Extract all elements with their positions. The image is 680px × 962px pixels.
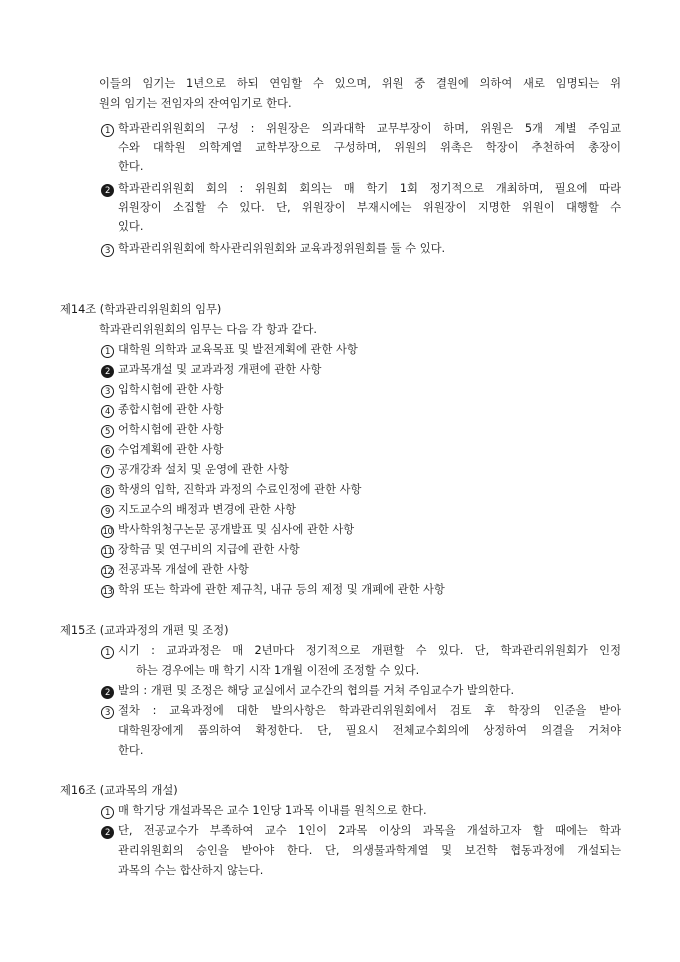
article-14-item-9: 지도교수의 배정과 변경에 관한 사항 [118, 503, 297, 516]
article-16-item-1-line-1: 매 학기당 개설과목은 교수 1인당 1과목 이내를 원칙으로 한다. [118, 804, 427, 817]
article-15-item-3-line-2: 대학원장에게 품의하여 확정한다. 단, 필요시 전체교수회의에 상정하여 의결을 거쳐야 [118, 724, 621, 737]
article-15-item-3-line-1: 절차 : 교육과정에 대한 발의사항은 학과관리위원회에서 검토 후 학장의 인준을 받아 [118, 704, 621, 717]
article-15-item-1-line-2: 하는 경우에는 매 학기 시작 1개월 이전에 조정할 수 있다. [136, 664, 420, 677]
article-15-item-2-line-1: 발의 : 개편 및 조정은 해당 교실에서 교수간의 협의를 거쳐 주임교수가 발의한다. [118, 684, 515, 697]
article-16-item-2-line-1: 단, 전공교수가 부족하여 교수 1인이 2과목 이상의 과목을 개설하고자 할 때에는 학과 [118, 824, 621, 837]
item-marker: 3 [101, 385, 114, 398]
article-16-item-2-line-2: 관리위원회의 승인을 받아야 한다. 단, 의생물과학계열 및 보건학 협동과정에 개설되는 [118, 844, 621, 857]
item-marker: 2 [101, 365, 114, 378]
article-14-item-12: 전공과목 개설에 관한 사항 [118, 563, 249, 576]
article-14-item-13: 학위 또는 학과에 관한 제규칙, 내규 등의 제정 및 개폐에 관한 사항 [118, 583, 445, 596]
article-14-item-5: 어학시험에 관한 사항 [118, 423, 224, 436]
article-14-item-2: 교과목개설 및 교과과정 개편에 관한 사항 [118, 363, 322, 376]
article-14-item-3: 입학시험에 관한 사항 [118, 383, 224, 396]
item-marker: 2 [101, 184, 114, 197]
item-marker: 2 [101, 826, 114, 839]
item-marker: 1 [101, 124, 114, 137]
article-14-heading: 제14조 (학과관리위원회의 임무) [60, 303, 222, 316]
article-14-item-11: 장학금 및 연구비의 지급에 관한 사항 [118, 543, 300, 556]
item-marker: 4 [101, 405, 114, 418]
committee-item-2-line-3: 있다. [118, 220, 144, 233]
article-15-item-3-line-3: 한다. [118, 744, 144, 757]
item-marker: 3 [101, 244, 114, 257]
item-marker: 3 [101, 706, 114, 719]
intro-line-1: 이들의 임기는 1년으로 하되 연임할 수 있으며, 위원 중 결원에 의하여 새로 임명되는 위 [99, 77, 621, 90]
article-15-heading: 제15조 (교과과정의 개편 및 조정) [60, 624, 229, 637]
item-marker: 6 [101, 445, 114, 458]
article-15-item-1-line-1: 시기 : 교과과정은 매 2년마다 정기적으로 개편할 수 있다. 단, 학과관리위원회가 인정 [118, 644, 621, 657]
item-marker: 8 [101, 485, 114, 498]
item-marker: 11 [102, 547, 113, 557]
item-marker: 10 [102, 527, 113, 537]
article-14-item-10: 박사학위청구논문 공개발표 및 심사에 관한 사항 [118, 523, 355, 536]
article-16-heading: 제16조 (교과목의 개설) [60, 784, 178, 797]
item-marker: 2 [101, 686, 114, 699]
article-14-item-7: 공개강좌 설치 및 운영에 관한 사항 [118, 463, 289, 476]
article-14-item-8: 학생의 입학, 진학과 과정의 수료인정에 관한 사항 [118, 483, 362, 496]
committee-item-3-line-1: 학과관리위원회에 학사관리위원회와 교육과정위원회를 둘 수 있다. [118, 242, 446, 255]
item-marker: 1 [101, 806, 114, 819]
committee-item-2-line-1: 학과관리위원회 회의 : 위원회 회의는 매 학기 1회 정기적으로 개최하며, 필요에 따라 [118, 182, 621, 195]
item-marker: 1 [101, 345, 114, 358]
committee-item-2-line-2: 위원장이 소집할 수 있다. 단, 위원장이 부재시에는 위원장이 지명한 위원이 대행할 수 [118, 201, 621, 214]
committee-item-1-line-3: 한다. [118, 160, 144, 173]
item-marker: 5 [101, 425, 114, 438]
item-marker: 1 [101, 646, 114, 659]
committee-item-1-line-1: 학과관리위원회의 구성 : 위원장은 의과대학 교무부장이 하며, 위원은 5개 계별 주임교 [118, 122, 621, 135]
article-14-item-4: 종합시험에 관한 사항 [118, 403, 224, 416]
item-marker: 7 [101, 465, 114, 478]
article-14-intro: 학과관리위원회의 임무는 다음 각 항과 같다. [99, 323, 317, 336]
committee-item-1-line-2: 수와 대학원 의학계열 교학부장으로 구성하며, 위원의 위촉은 학장이 추천하여 총장이 [118, 141, 621, 154]
intro-line-2: 원의 임기는 전임자의 잔여임기로 한다. [99, 97, 292, 110]
item-marker: 9 [101, 505, 114, 518]
item-marker: 13 [102, 587, 113, 597]
article-14-item-1: 대학원 의학과 교육목표 및 발전계획에 관한 사항 [118, 343, 358, 356]
item-marker: 12 [102, 567, 113, 577]
article-16-item-2-line-3: 과목의 수는 합산하지 않는다. [118, 864, 264, 877]
article-14-item-6: 수업계획에 관한 사항 [118, 443, 224, 456]
